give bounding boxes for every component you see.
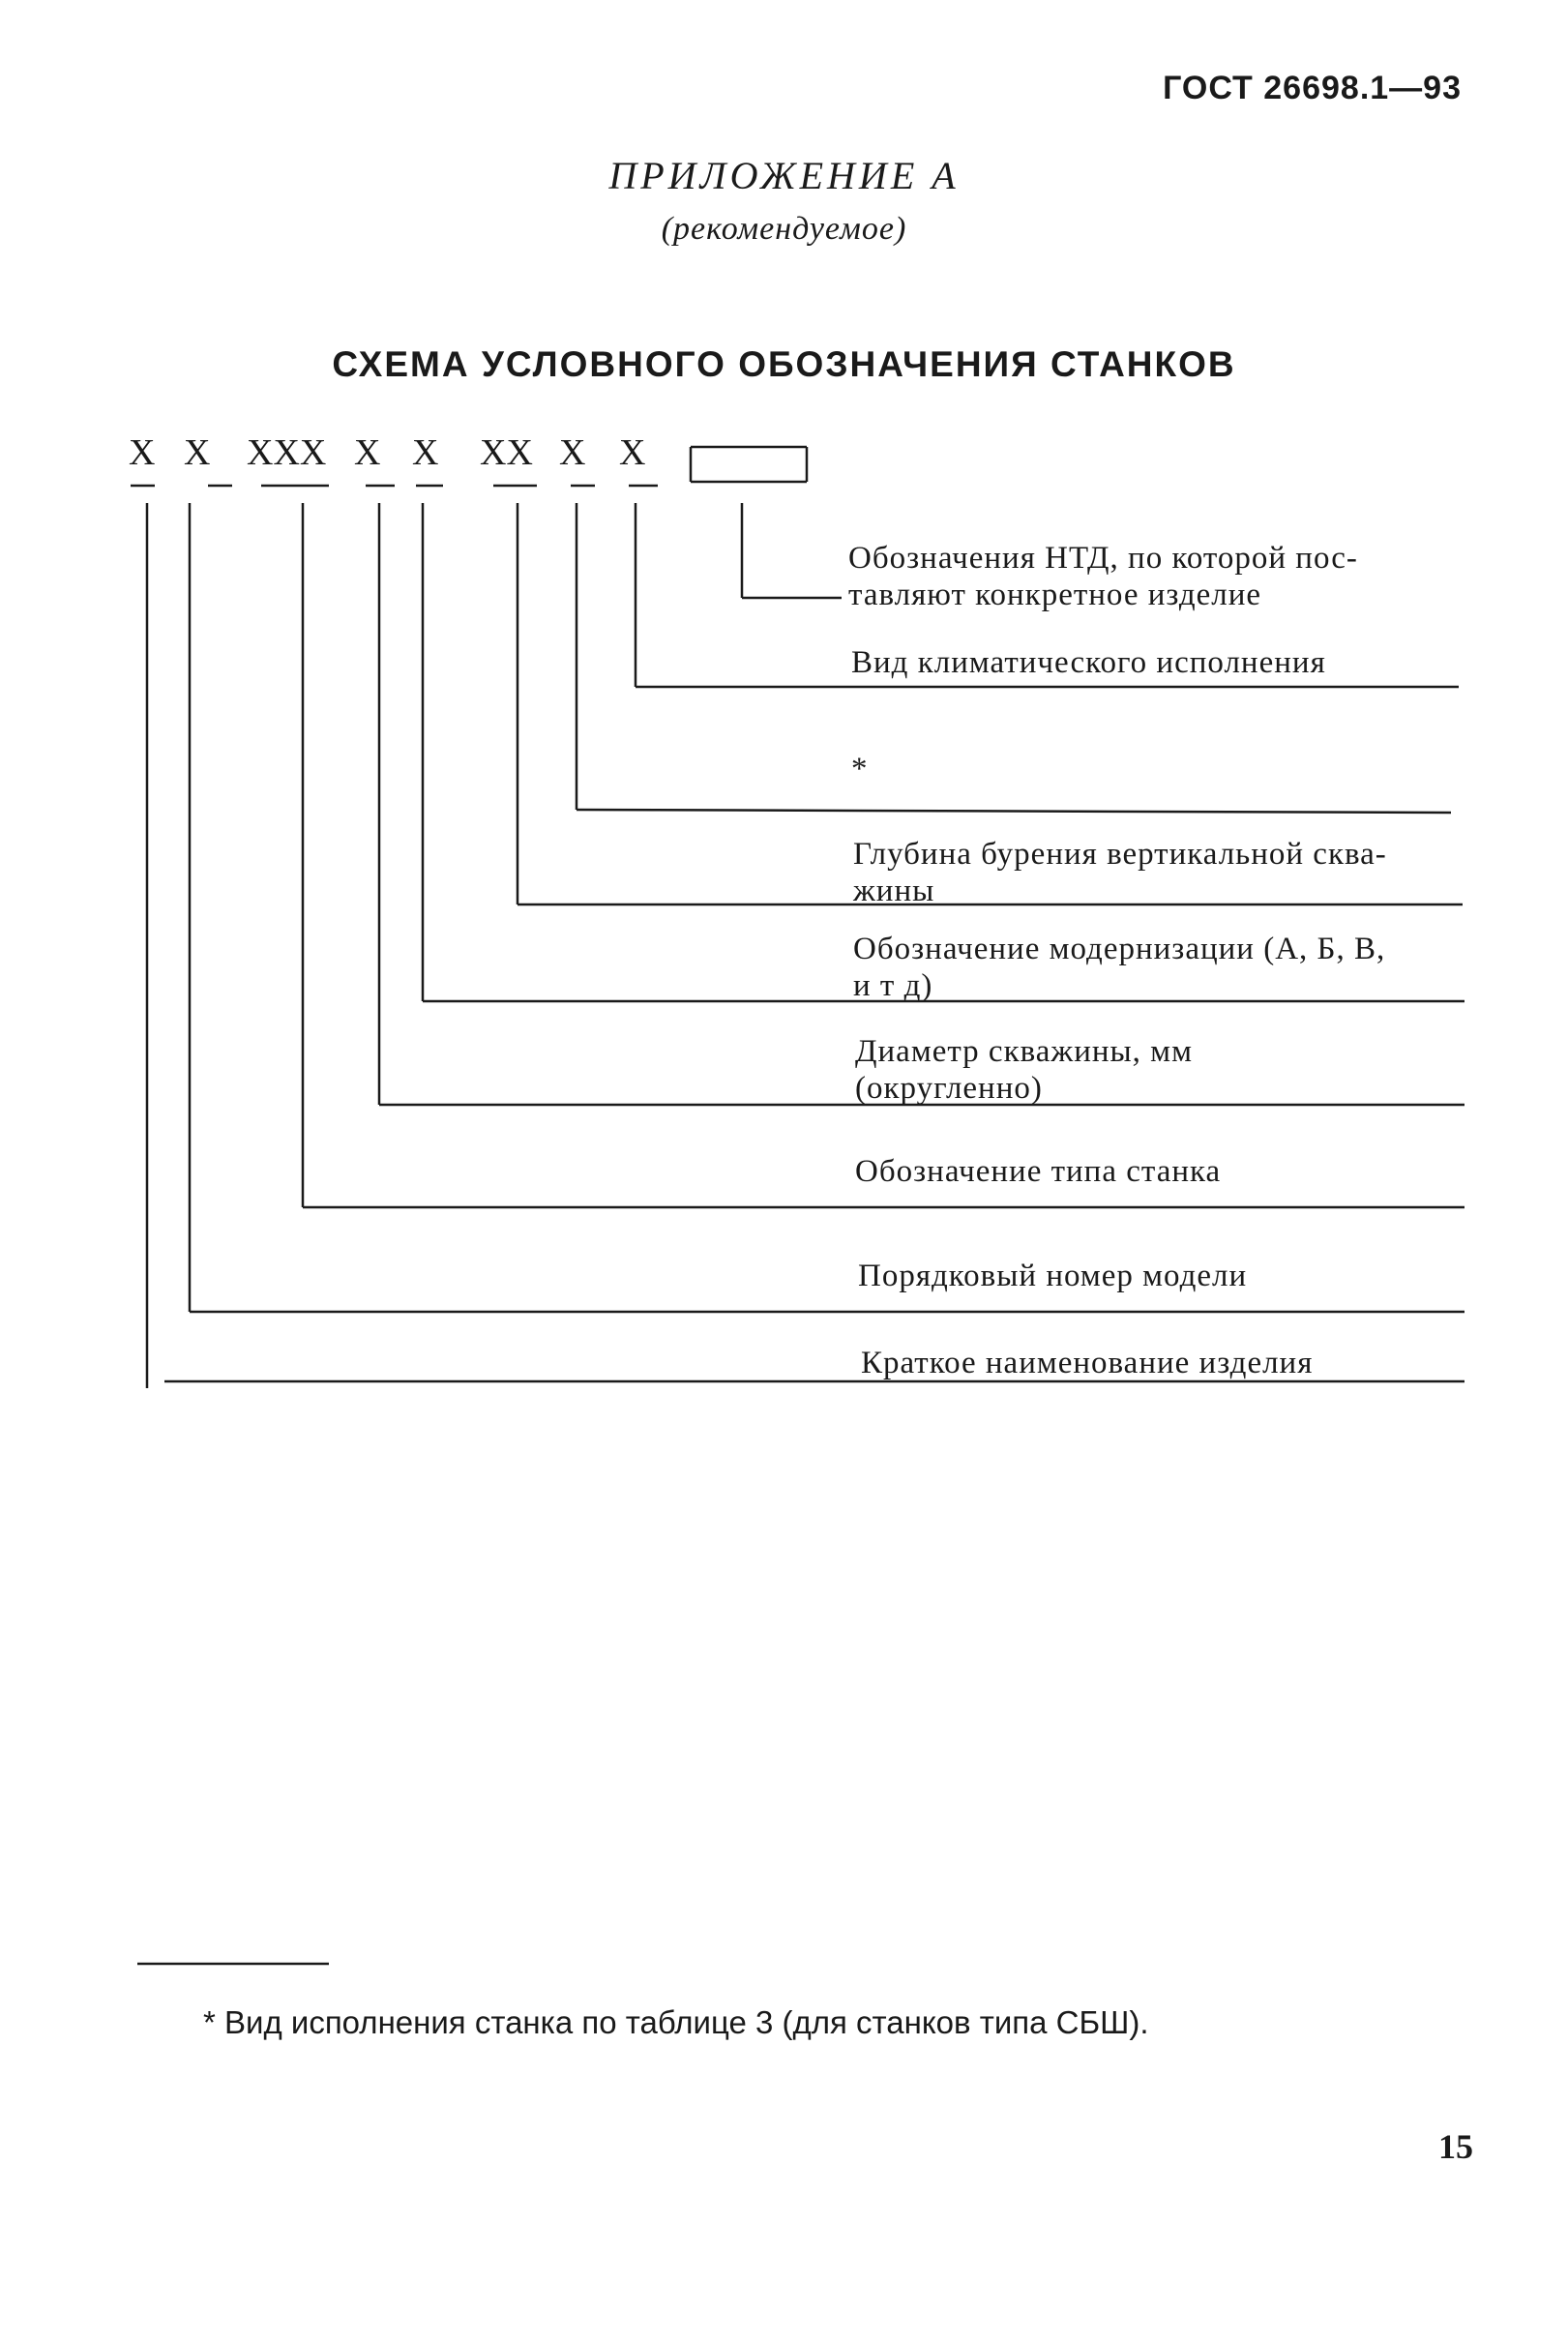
code-part: X — [619, 432, 646, 473]
document-header: ГОСТ 26698.1—93 — [1163, 70, 1462, 106]
label-line: жины — [853, 874, 935, 908]
label-ntd — [848, 540, 1358, 613]
label-line: тавляют конкретное изделие — [848, 578, 1262, 612]
label-line: Глубина бурения вертикальной сква- — [853, 837, 1387, 872]
label-climatic — [851, 644, 1326, 681]
label-machine-type — [855, 1153, 1221, 1190]
label-line: и т д) — [853, 968, 933, 1003]
label-line: Вид климатического исполнения — [851, 645, 1326, 680]
label-line: Обозначение модернизации (А, Б, В, — [853, 932, 1386, 966]
label-line: Порядковый номер модели — [858, 1259, 1248, 1293]
label-diameter — [855, 1033, 1193, 1107]
code-part: X — [559, 432, 586, 473]
appendix-subtitle: (рекомендуемое) — [661, 211, 907, 247]
label-line: (округленно) — [855, 1071, 1043, 1106]
code-part: XX — [480, 432, 533, 473]
footnote: * Вид исполнения станка по таблице 3 (для станков типа СБШ). — [203, 2004, 1149, 2040]
page-number: 15 — [1438, 2127, 1473, 2166]
code-part: X — [184, 432, 211, 473]
code-part: XXX — [247, 432, 327, 473]
code-part: X — [129, 432, 156, 473]
code-part: X — [412, 432, 439, 473]
label-line: Краткое наименование изделия — [861, 1346, 1314, 1380]
label-line: * — [851, 752, 869, 786]
label-drilling-depth — [853, 836, 1387, 909]
label-line: Диаметр скважины, мм — [855, 1034, 1193, 1069]
label-line: Обозначения НТД, по которой пос- — [848, 541, 1358, 576]
label-model-number — [858, 1258, 1247, 1294]
label-line: Обозначение типа станка — [855, 1154, 1222, 1189]
label-short-name — [861, 1345, 1313, 1381]
appendix-title: ПРИЛОЖЕНИЕ А — [608, 154, 960, 197]
label-modernization — [853, 931, 1385, 1004]
scheme-title: СХЕМА УСЛОВНОГО ОБОЗНАЧЕНИЯ СТАНКОВ — [332, 344, 1236, 384]
code-part: X — [354, 432, 381, 473]
label-footnote-ref — [851, 751, 869, 787]
